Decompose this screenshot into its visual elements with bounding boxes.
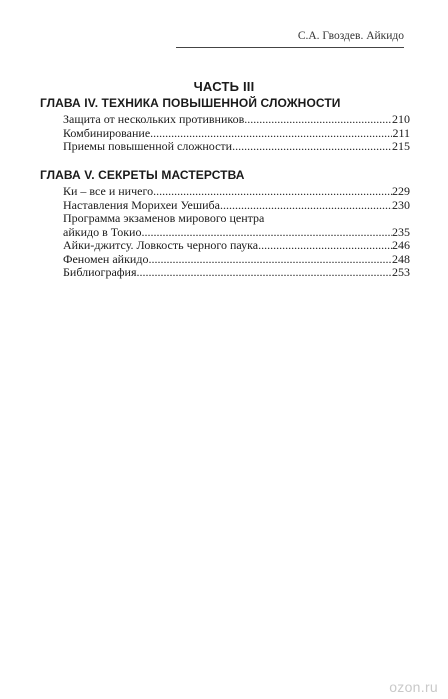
- toc-entry-title: Феномен айкидо: [63, 251, 149, 266]
- toc-entry-title: Библиография: [63, 265, 137, 279]
- toc-entry-title-line: айкидо в Токио: [63, 224, 142, 239]
- dot-leader: [220, 199, 392, 213]
- dot-leader: [141, 226, 392, 240]
- toc-entry-title-line: Программа экзаменов мирового центра: [63, 211, 265, 225]
- toc-entry-page: 211: [392, 125, 410, 140]
- dot-leader: [258, 239, 392, 253]
- dot-leader: [244, 113, 392, 127]
- chapter-title: ГЛАВА V. СЕКРЕТЫ МАСТЕРСТВА: [40, 168, 245, 182]
- running-head: С.А. Гвоздев. Айкидо: [297, 30, 404, 42]
- toc-entry-title: Ки – все и ничего: [63, 184, 154, 198]
- toc-entry-title: Приемы повышенной сложности: [63, 139, 233, 153]
- toc-entry-page: 235: [392, 224, 410, 239]
- toc-entry-page: 210: [392, 112, 410, 126]
- chapter-4: [40, 96, 410, 154]
- toc-entry[interactable]: [63, 253, 410, 267]
- dot-leader: [153, 185, 392, 199]
- dot-leader: [148, 253, 392, 267]
- dot-leader: [137, 266, 393, 280]
- part-title: ЧАСТЬ III: [193, 79, 255, 94]
- toc-entry[interactable]: [63, 199, 410, 213]
- watermark: ozon.ru: [389, 679, 438, 695]
- toc-entry[interactable]: [63, 185, 410, 199]
- dot-leader: [232, 140, 392, 154]
- toc-entry-last-line: [63, 226, 392, 240]
- toc-entry-page: 246: [392, 238, 410, 252]
- toc-entry[interactable]: [63, 266, 410, 280]
- toc-entry-page: 248: [392, 251, 410, 266]
- toc-entry-title: Айки-джитсу. Ловкость черного паука: [63, 238, 259, 252]
- toc-entry[interactable]: [63, 140, 410, 154]
- toc-entry-page: 253: [392, 265, 410, 279]
- toc-entry[interactable]: [63, 239, 410, 253]
- toc-entry[interactable]: [63, 113, 410, 127]
- chapter-title: ГЛАВА IV. ТЕХНИКА ПОВЫШЕННОЙ СЛОЖНОСТИ: [40, 96, 341, 110]
- toc-entry-title: Комбинирование: [63, 125, 151, 140]
- toc-entry[interactable]: [63, 127, 410, 141]
- toc-entry-title: Защита от нескольких противников: [63, 112, 245, 126]
- chapter-5: [40, 168, 410, 280]
- toc-entry-page: 230: [392, 197, 410, 212]
- toc-entry-title: Наставления Морихеи Уешиба: [63, 197, 220, 212]
- toc-entry-page: 215: [392, 139, 410, 153]
- dot-leader: [150, 127, 392, 141]
- toc-entry-title-block: [63, 212, 392, 239]
- header-rule: [176, 47, 404, 48]
- toc-entry-page: 229: [392, 184, 410, 198]
- toc-entry[interactable]: [63, 212, 410, 239]
